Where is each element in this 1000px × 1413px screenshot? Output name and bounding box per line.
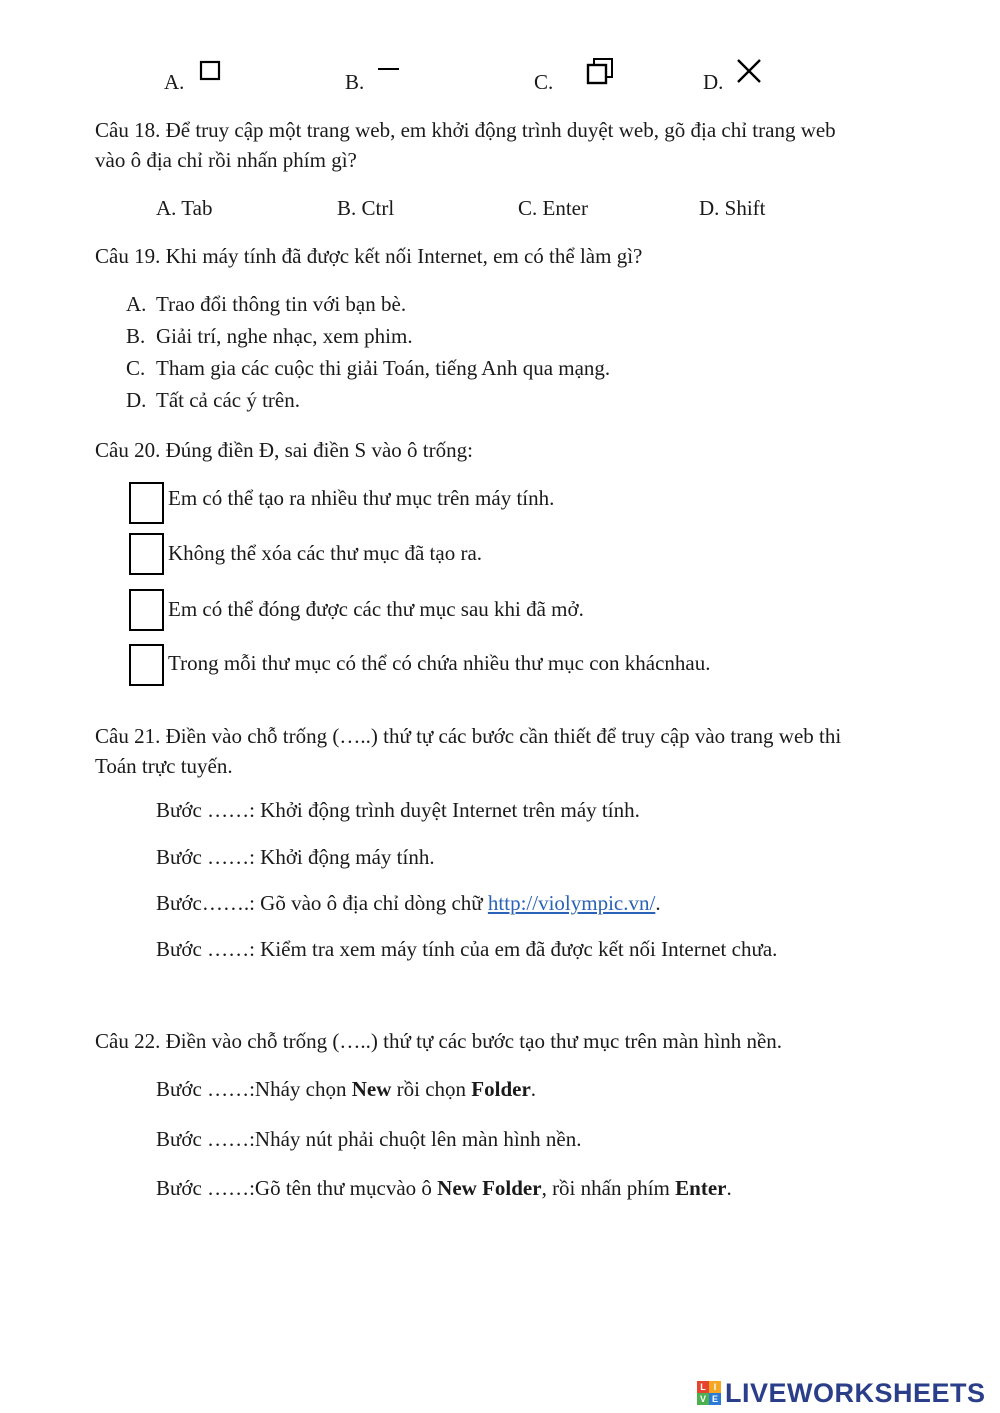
q21-step-3: [156, 891, 661, 916]
q17-option-d-letter: D.: [703, 70, 724, 94]
q22-step-2: Bước ……:Nháy nút phải chuột lên màn hình nền.: [156, 1127, 582, 1151]
q22-step-3-text-2: , rồi nhấn phím: [541, 1176, 676, 1200]
q22-step-1-text-2: rồi chọn: [391, 1077, 472, 1101]
logo-letter-v: V: [697, 1393, 709, 1405]
q19-option-a-text: Trao đổi thông tin với bạn bè.: [156, 292, 407, 316]
true-false-input-1[interactable]: [129, 482, 164, 524]
q18-option-a: A. Tab: [156, 196, 213, 220]
logo-letter-i: I: [709, 1381, 721, 1393]
q21-step-3-text: Bước…….: Gõ vào ô địa chỉ dòng chữ: [156, 891, 488, 915]
logo-letter-l: L: [697, 1381, 709, 1393]
q22-step-3-enter: Enter: [675, 1176, 727, 1200]
q22-step-1-new: New: [351, 1077, 392, 1101]
q19-option-b-letter: B.: [126, 324, 146, 348]
minimize-icon: [375, 62, 403, 74]
q21-step-4: Bước ……: Kiểm tra xem máy tính của em đã được kết nối Internet chưa.: [156, 937, 778, 961]
q19-question: Câu 19. Khi máy tính đã được kết nối Internet, em có thể làm gì?: [95, 244, 643, 268]
q21-step-2: Bước ……: Khởi động máy tính.: [156, 845, 435, 869]
q19-option-c-letter: C.: [126, 356, 146, 380]
q18-option-d: D. Shift: [699, 196, 766, 220]
q18-text-line2: vào ô địa chỉ rồi nhấn phím gì?: [95, 148, 357, 172]
q20-statement-4: Trong mỗi thư mục có thể có chứa nhiều thư mục con khácnhau.: [168, 651, 711, 675]
q19-option-b-text: Giải trí, nghe nhạc, xem phim.: [156, 324, 413, 348]
logo-letter-e: E: [709, 1393, 721, 1405]
restore-icon: [585, 57, 617, 89]
true-false-input-3[interactable]: [129, 589, 164, 631]
maximize-icon: [199, 60, 223, 82]
q17-option-c-letter: C.: [534, 70, 554, 94]
q22-step-1-period: .: [530, 1077, 537, 1101]
close-icon: [734, 56, 766, 86]
liveworksheets-brand: [697, 1378, 986, 1408]
q19-option-c-text: Tham gia các cuộc thi giải Toán, tiếng Anh qua mạng.: [156, 356, 611, 380]
q19-option-a-letter: A.: [126, 292, 147, 316]
q22-question: Câu 22. Điền vào chỗ trống (…..) thứ tự các bước tạo thư mục trên màn hình nền.: [95, 1029, 783, 1053]
q22-step-3: [156, 1176, 732, 1201]
q21-step-1: Bước ……: Khởi động trình duyệt Internet trên máy tính.: [156, 798, 640, 822]
q21-text-line1: Câu 21. Điền vào chỗ trống (…..) thứ tự các bước cần thiết để truy cập vào trang web thi: [95, 724, 842, 748]
q19-option-d-letter: D.: [126, 388, 147, 412]
q18-option-c: C. Enter: [518, 196, 588, 220]
q20-statement-1: Em có thể tạo ra nhiều thư mục trên máy tính.: [168, 486, 555, 510]
q17-option-a-letter: A.: [164, 70, 185, 94]
q22-step-1-text: Bước ……:Nháy chọn: [156, 1077, 352, 1101]
q20-statement-2: Không thể xóa các thư mục đã tạo ra.: [168, 541, 483, 565]
true-false-input-4[interactable]: [129, 644, 164, 686]
q18-option-b: B. Ctrl: [337, 196, 395, 220]
violympic-link[interactable]: http://violympic.vn/: [487, 891, 656, 915]
q22-step-3-new-folder: New Folder: [437, 1176, 542, 1200]
q22-step-1-folder: Folder: [471, 1077, 531, 1101]
q22-step-3-period: .: [726, 1176, 732, 1200]
brand-name: LIVEWORKSHEETS: [725, 1377, 986, 1408]
q19-option-d-text: Tất cả các ý trên.: [156, 388, 300, 412]
q22-step-1: [156, 1077, 536, 1102]
true-false-input-2[interactable]: [129, 533, 164, 575]
q20-statement-3: Em có thể đóng được các thư mục sau khi đã mở.: [168, 597, 584, 621]
q20-question: Câu 20. Đúng điền Đ, sai điền S vào ô trống:: [95, 438, 473, 462]
q22-step-3-text: Bước ……:Gõ tên thư mụcvào ô: [156, 1176, 438, 1200]
q21-step-3-suffix: .: [655, 891, 661, 915]
liveworksheets-logo-icon: [697, 1381, 721, 1405]
q21-text-line2: Toán trực tuyến.: [95, 754, 233, 778]
q17-option-b-letter: B.: [345, 70, 365, 94]
q18-text-line1: Câu 18. Để truy cập một trang web, em khởi động trình duyệt web, gõ địa chỉ trang web: [95, 118, 836, 142]
